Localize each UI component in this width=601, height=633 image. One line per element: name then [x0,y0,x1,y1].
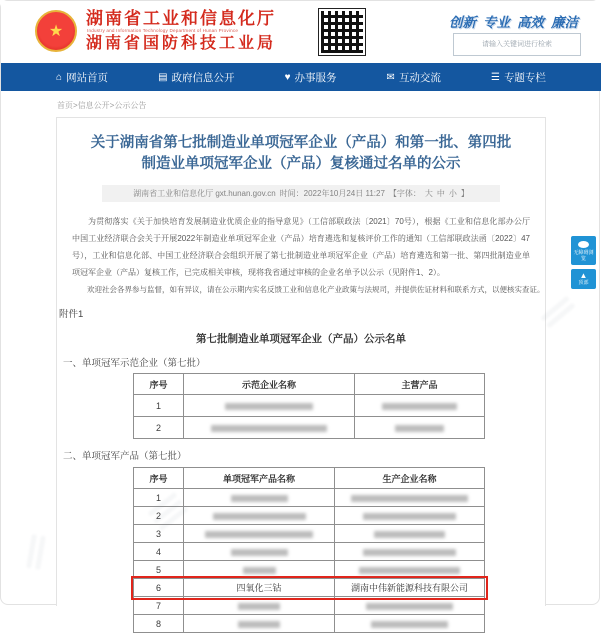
redacted-text [211,425,327,432]
up-arrow-icon: ▲ [579,271,588,280]
nav-item-2[interactable] [285,70,337,85]
nav-item-label: 网站首页 [66,71,109,84]
table-row [134,561,485,579]
nav-item-1[interactable] [158,70,234,85]
table-row [134,417,485,439]
redacted-cell [184,395,355,417]
site-logo [35,10,276,52]
org-name-en: Industry and Information Technology Department of Hunan Province [87,28,239,34]
article-body [72,213,545,298]
column-header: 序号 [134,468,184,489]
document-icon: ▤ [158,71,168,83]
redacted-text [395,425,444,432]
font-size-label: 【字体： [388,189,421,198]
section2-label: 二、单项冠军产品（第七批） [63,451,187,462]
row-number-cell: 8 [134,615,184,633]
redacted-text [363,549,455,556]
redacted-text [363,513,455,520]
table-row [134,597,485,615]
redacted-text [238,603,280,610]
qr-code [319,9,365,55]
font-size-small-button[interactable]: 小 [448,189,457,198]
row-number-cell: 4 [134,543,184,561]
redacted-text [382,403,457,410]
redacted-cell [355,417,485,439]
redacted-cell [335,597,485,615]
slogan: 高效 [517,15,544,30]
search-input[interactable] [453,33,581,56]
eye-icon [578,241,589,248]
watermark [22,533,50,570]
back-to-top-button[interactable]: ▲ 顶部 [571,269,596,289]
redacted-cell [335,507,485,525]
home-icon: ⌂ [56,71,63,83]
row-number-cell: 2 [134,507,184,525]
redacted-cell [184,525,335,543]
redacted-text [238,621,280,628]
paragraph: 为贯彻落实《关于加快培育发展制造业优质企业的指导意见》（工信部联政法〔2021〕70号），根据《工业和信息化部办公厅 中国工业经济联合会关于开展2022年制造业单项冠军企业（产品）培育遴选和复核评价工作的通知（工信部联政法函〔2022〕47号），工业和信息化部、中国工业经济联合会组织开展了第七批制造业单项冠军企业（产品）培育遴选和第一批、第四批制造业单项冠军企业（产品）复核工作，已完成相关审核，现将我省通过审核的企业名单予以公示（见附件1、2）。 [72,217,530,277]
font-size-label-close: 】 [460,189,469,198]
article-meta [102,185,500,202]
redacted-text [231,549,288,556]
redacted-text [243,567,276,574]
redacted-cell [335,615,485,633]
chat-icon: ✉ [386,71,395,83]
product-name-cell: 四氧化三钴 [184,579,335,597]
slogan-banner [449,11,589,31]
attachment-label: 附件1 [59,309,84,320]
column-header: 单项冠军产品名称 [184,468,335,489]
nav-item-label: 办事服务 [294,71,337,84]
highlighted-table-row [134,579,485,597]
redacted-cell [184,561,335,579]
service-heart-icon: ♥ [284,71,291,83]
slogan: 专业 [483,15,510,30]
redacted-text [213,513,306,520]
redacted-cell [335,525,485,543]
section1-label: 一、单项冠军示范企业（第七批） [63,358,206,369]
breadcrumb[interactable]: 首页>信息公开>公示公告 [57,101,147,110]
demonstration-enterprise-table [133,373,485,439]
redacted-cell [184,543,335,561]
redacted-cell [184,489,335,507]
meta-time: 时间：2022年10月24日 11:27 [279,189,385,198]
slogan: 创新 [449,15,476,30]
table-header-row [134,374,485,395]
column-header: 示范企业名称 [184,374,355,395]
table-row [134,525,485,543]
table-row [134,543,485,561]
row-number-cell: 1 [134,395,184,417]
redacted-text [374,531,446,538]
table-row [134,395,485,417]
nav-item-4[interactable] [491,70,546,85]
company-name-cell: 湖南中伟新能源科技有限公司 [335,579,485,597]
paragraph: 欢迎社会各界参与监督，如有异议，请在公示期内实名反馈工业和信息化产业政策与法规司，并提供佐证材料和联系方式，以便核实查证。 [87,285,545,294]
org-name-cn: 湖南省工业和信息化厅 [86,9,276,29]
redacted-cell [335,543,485,561]
columns-icon: ☰ [490,71,500,83]
column-header: 主营产品 [355,374,485,395]
nav-item-label: 政府信息公开 [171,71,235,84]
page-title: 关于湖南省第七批制造业单项冠军企业（产品）和第一批、第四批制造业单项冠军企业（产品）复核通过名单的公示 [90,135,512,172]
redacted-cell [335,489,485,507]
redacted-cell [184,615,335,633]
font-size-large-button[interactable]: 大 [424,189,433,198]
org-names [86,10,276,52]
row-number-cell: 2 [134,417,184,439]
champion-product-table [133,467,485,633]
redacted-cell [355,395,485,417]
meta-source: 湖南省工业和信息化厅 gxt.hunan.gov.cn [133,189,276,198]
main-nav [1,63,601,91]
redacted-cell [184,597,335,615]
org-name2-cn: 湖南省国防科技工业局 [86,34,277,52]
row-number-cell: 3 [134,525,184,543]
redacted-text [231,495,288,502]
row-number-cell: 5 [134,561,184,579]
list-title: 第七批制造业单项冠军企业（产品）公示名单 [196,333,406,345]
row-number-cell: 7 [134,597,184,615]
redacted-text [366,603,452,610]
accessibility-button[interactable]: 无障碍浏览 [571,236,596,265]
nav-item-label: 互动交流 [398,71,441,84]
redacted-text [225,403,313,410]
redacted-text [359,567,460,574]
nav-item-label: 专题专栏 [503,71,546,84]
slogan: 廉洁 [551,15,578,30]
font-size-medium-button[interactable]: 中 [436,189,445,198]
column-header: 序号 [134,374,184,395]
table-row [134,615,485,633]
redacted-cell [184,507,335,525]
row-number-cell: 6 [134,579,184,597]
redacted-cell [335,561,485,579]
redacted-cell [184,417,355,439]
article-card [56,117,546,629]
nav-item-3[interactable] [387,70,441,85]
table-row [134,507,485,525]
table-row [134,489,485,507]
national-emblem-icon: ★ [35,10,77,52]
row-number-cell: 1 [134,489,184,507]
floating-toolbar [571,236,596,289]
redacted-text [205,531,313,538]
nav-item-0[interactable] [56,70,108,85]
redacted-text [351,495,467,502]
column-header: 生产企业名称 [335,468,485,489]
table-header-row [134,468,485,489]
redacted-text [371,621,448,628]
site-header [1,1,601,63]
